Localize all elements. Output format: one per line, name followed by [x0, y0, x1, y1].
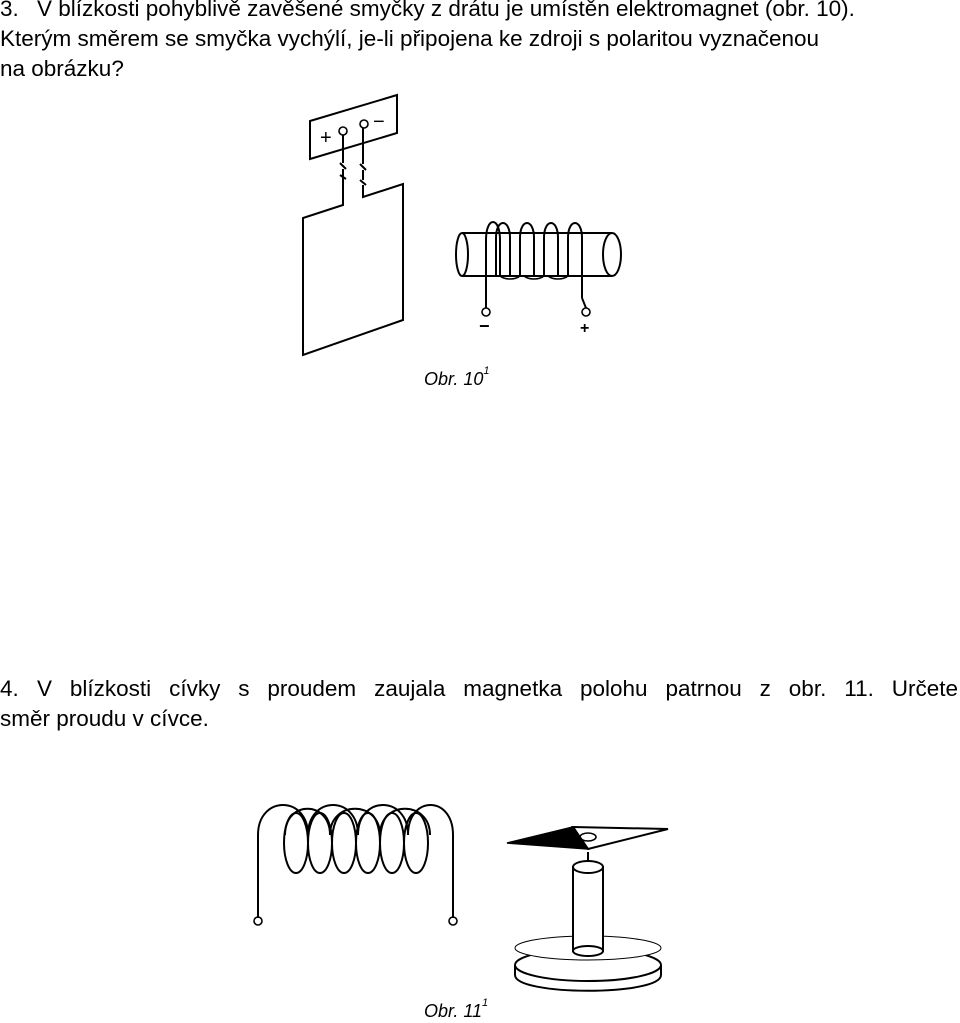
figure-11-compass-needle	[507, 827, 668, 849]
electromagnet	[456, 222, 621, 337]
question-4-number: 4.	[0, 676, 19, 701]
coil-end-left	[254, 917, 262, 925]
terminal-board	[310, 95, 397, 159]
coil-terminal-plus	[582, 308, 590, 316]
coil-terminal-minus	[482, 308, 490, 316]
question-4-line-1: 4. V blízkosti cívky s proudem zaujala magnetka polohu patrnou z obr. 11. Určete	[0, 674, 958, 704]
figure-11-caption: Obr. $11^1$	[424, 997, 489, 1021]
board-minus-sign: −	[373, 111, 385, 133]
figure-11-coil	[254, 805, 457, 925]
question-4-text	[0, 674, 958, 734]
figure-11-stand	[515, 852, 661, 991]
board-terminal-left	[339, 127, 347, 135]
question-3-number: 3.	[0, 0, 19, 21]
question-3-line-1: 3. V blízkosti pohyblivě zavěšené smyčky z drátu je umístěn elektromagnet (obr. 10).	[0, 0, 958, 24]
figure-10-caption: Obr. $10^1$	[424, 365, 490, 389]
board-terminal-right	[360, 120, 368, 128]
board-plus-sign: +	[320, 127, 332, 149]
coil-minus-sign: −	[479, 316, 490, 336]
question-3-line-3: na obrázku?	[0, 56, 124, 81]
coil-end-right	[449, 917, 457, 925]
wire-loop	[303, 128, 403, 355]
question-3-line-2: Kterým směrem se smyčka vychýlí, je-li připojena ke zdroji s polaritou vyznačenou	[0, 26, 820, 51]
question-4-line-2: směr proudu v cívce.	[0, 706, 209, 731]
coil-plus-sign: +	[580, 320, 590, 337]
